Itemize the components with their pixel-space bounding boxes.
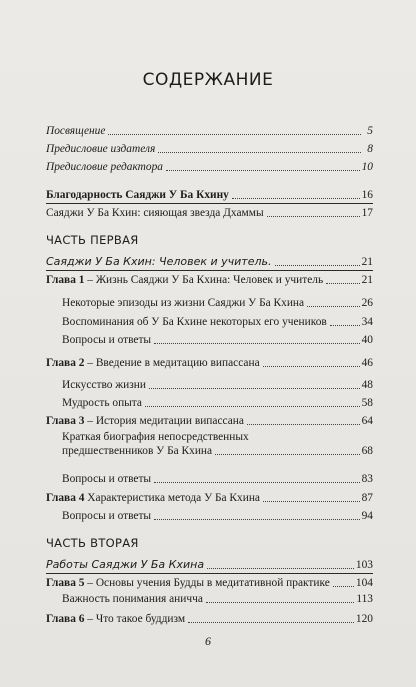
dot-leader — [149, 388, 360, 389]
divider — [46, 573, 373, 574]
toc-entry-qa-1[interactable] — [62, 333, 373, 347]
dot-leader — [207, 568, 354, 569]
entry-label-line-1: Краткая биография непосредственных — [62, 431, 249, 443]
divider — [46, 270, 373, 271]
entry-page: 40 — [361, 334, 373, 346]
chapter-number: Глава 1 — [46, 274, 85, 286]
toc-entry-art-of-living[interactable] — [62, 378, 373, 392]
dot-leader — [215, 454, 360, 455]
dot-leader — [307, 306, 360, 307]
entry-page: 26 — [361, 297, 373, 309]
dot-leader — [188, 622, 354, 623]
entry-label: Саяджи У Ба Кхин: сияющая звезда Дхаммы — [46, 207, 264, 219]
dot-leader — [108, 134, 361, 135]
toc-entry-chapter-1[interactable] — [46, 273, 373, 287]
toc-entry-shining-star[interactable] — [46, 206, 373, 220]
toc-entry-part-two-heading[interactable] — [46, 558, 373, 572]
dot-leader — [154, 519, 360, 520]
entry-label: Вопросы и ответы — [62, 334, 152, 346]
entry-label: Мудрость опыта — [62, 397, 142, 409]
toc-entry-qa-3[interactable] — [62, 472, 373, 486]
entry-page: 48 — [361, 379, 373, 391]
entry-label: – Введение в медитацию випассана — [84, 357, 260, 369]
entry-page: 83 — [361, 473, 373, 485]
toc-entry-wisdom[interactable] — [62, 396, 373, 410]
dot-leader — [145, 406, 360, 407]
toc-entry-biography[interactable] — [62, 430, 373, 458]
entry-label: Работы Саяджи У Ба Кхина — [46, 558, 205, 571]
entry-page: 58 — [361, 397, 373, 409]
toc-entry-chapter-2[interactable] — [46, 356, 373, 370]
entry-label: Воспоминания об У Ба Кхине некоторых его учеников — [62, 316, 327, 328]
toc-entry-part-one-heading[interactable] — [46, 255, 373, 269]
dot-leader — [326, 283, 359, 284]
entry-page: 64 — [361, 415, 373, 427]
entry-label: Вопросы и ответы — [62, 473, 152, 485]
dot-leader — [154, 482, 360, 483]
entry-label: – История медитации випассана — [84, 415, 244, 427]
dot-leader — [333, 586, 354, 587]
entry-label: Вопросы и ответы — [62, 510, 152, 522]
entry-label: Характеристика метода У Ба Кхина — [84, 492, 260, 504]
dot-leader — [275, 265, 360, 266]
entry-page: 94 — [361, 510, 373, 522]
toc-entry-chapter-6[interactable] — [46, 612, 373, 626]
chapter-number: Глава 6 — [46, 613, 85, 625]
entry-page: 87 — [361, 492, 373, 504]
entry-page: 34 — [361, 316, 373, 328]
entry-page: 104 — [355, 577, 373, 589]
entry-label: – Жизнь Саяджи У Ба Кхина: Человек и учитель — [84, 274, 324, 286]
entry-label: Саяджи У Ба Кхин: Человек и учитель. — [46, 255, 272, 268]
entry-page: 10 — [361, 161, 373, 173]
entry-page: 103 — [355, 559, 373, 571]
toc-entry-anicca[interactable] — [62, 592, 373, 606]
dot-leader — [263, 501, 360, 502]
toc-entry-gratitude[interactable] — [46, 188, 373, 202]
entry-label: Важность понимания аничча — [62, 593, 203, 605]
toc-entry-qa-4[interactable] — [62, 509, 373, 523]
toc-entry-editor-preface[interactable] — [46, 160, 373, 174]
dot-leader — [267, 216, 360, 217]
entry-page: 5 — [367, 125, 373, 137]
toc-entry-chapter-5[interactable] — [46, 576, 373, 590]
entry-page: 8 — [367, 143, 373, 155]
entry-page: 21 — [361, 256, 373, 268]
dot-leader — [166, 170, 360, 171]
entry-page: 68 — [361, 445, 373, 457]
entry-page: 21 — [361, 274, 373, 286]
table-of-contents — [46, 0, 373, 687]
chapter-number: Глава 2 — [46, 357, 85, 369]
part-two-title: ЧАСТЬ ВТОРАЯ — [46, 536, 139, 550]
page-number: 6 — [205, 634, 211, 648]
entry-label: Посвящение — [46, 125, 106, 137]
entry-label-line-2: предшественников У Ба Кхина — [62, 445, 213, 457]
entry-page: 120 — [355, 613, 373, 625]
entry-page: 46 — [361, 357, 373, 369]
toc-entry-chapter-3[interactable] — [46, 414, 373, 428]
toc-entry-publisher-preface[interactable] — [46, 142, 373, 156]
entry-page: 113 — [356, 593, 373, 605]
dot-leader — [158, 152, 361, 153]
entry-label: Предисловие редактора — [46, 161, 163, 173]
entry-label: Некоторые эпизоды из жизни Саяджи У Ба Кхина — [62, 297, 305, 309]
chapter-number: Глава 4 — [46, 492, 85, 504]
chapter-number: Глава 3 — [46, 415, 85, 427]
chapter-number: Глава 5 — [46, 577, 85, 589]
part-one-title: ЧАСТЬ ПЕРВАЯ — [46, 233, 139, 247]
toc-entry-memories[interactable] — [62, 315, 373, 329]
toc-entry-episodes[interactable] — [62, 296, 373, 310]
dot-leader — [232, 198, 360, 199]
entry-label: Благодарность Саяджи У Ба Кхину — [46, 189, 229, 201]
page-title: СОДЕРЖАНИЕ — [142, 70, 274, 90]
entry-label: Искусство жизни — [62, 379, 146, 391]
entry-label: Предисловие издателя — [46, 143, 156, 155]
entry-label: – Что такое буддизм — [84, 613, 186, 625]
divider — [46, 203, 373, 204]
entry-page: 16 — [361, 189, 373, 201]
toc-entry-dedication[interactable] — [46, 124, 373, 138]
dot-leader — [247, 424, 360, 425]
entry-label: – Основы учения Будды в медитативной практике — [84, 577, 330, 589]
dot-leader — [206, 602, 354, 603]
dot-leader — [330, 325, 360, 326]
dot-leader — [263, 366, 360, 367]
toc-entry-chapter-4[interactable] — [46, 491, 373, 505]
dot-leader — [154, 343, 360, 344]
entry-page: 17 — [361, 207, 373, 219]
